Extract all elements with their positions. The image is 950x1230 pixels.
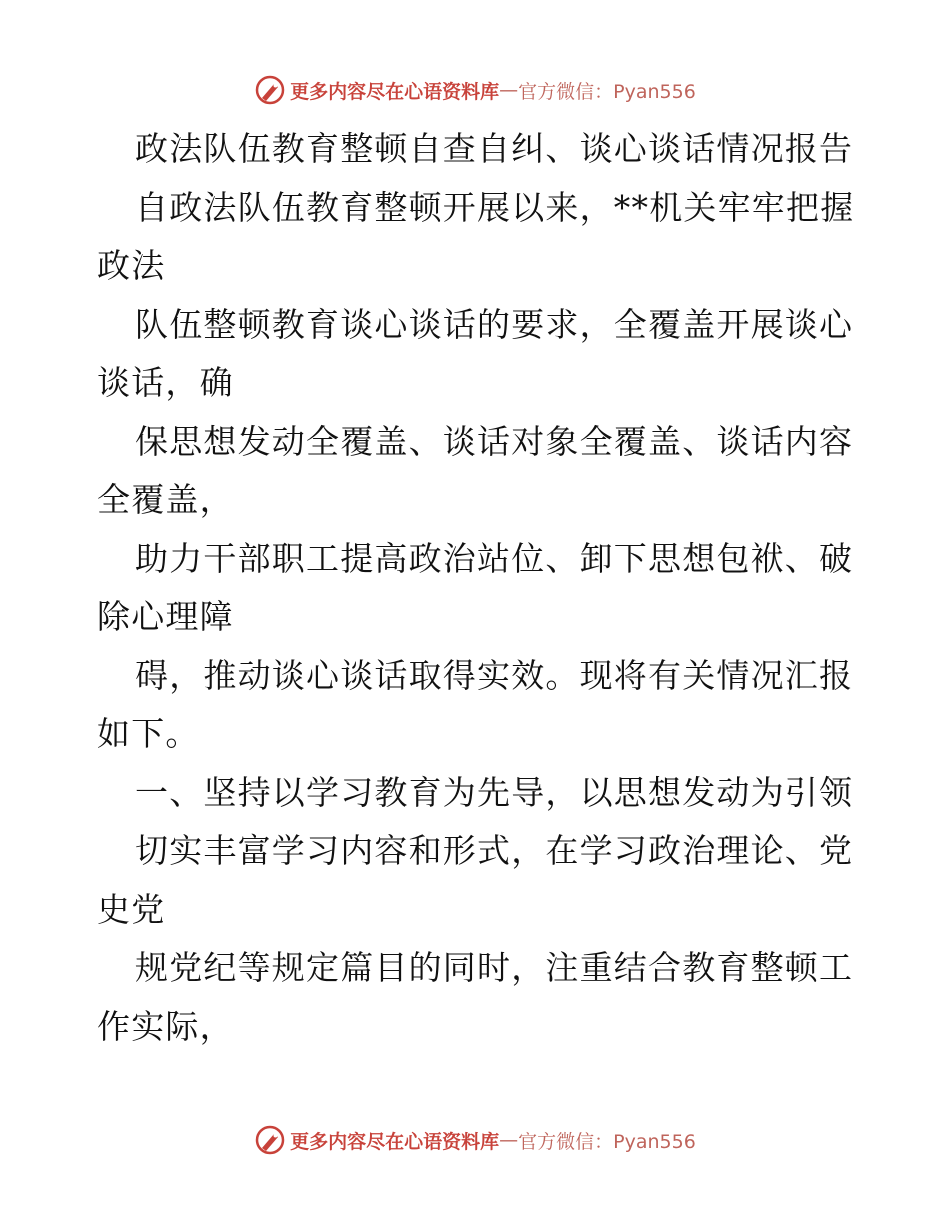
watermark-title: 更多内容尽在心语资料库 <box>290 80 500 103</box>
pen-logo-icon <box>254 74 286 106</box>
watermark-title: 更多内容尽在心语资料库 <box>290 1130 500 1153</box>
watermark-wechat: 官方微信：Pyan556 <box>518 80 696 103</box>
watermark-wechat: 官方微信：Pyan556 <box>518 1130 696 1153</box>
text-line: 作实际， <box>97 1006 234 1046</box>
text-line: 碍，推动谈心谈话取得实效。现将有关情况汇报 <box>135 655 854 695</box>
text-line: 助力干部职工提高政治站位、卸下思想包袱、破 <box>135 538 854 578</box>
watermark-dash: — <box>499 1129 519 1151</box>
text-line: 史党 <box>97 889 166 929</box>
text-line: 保思想发动全覆盖、谈话对象全覆盖、谈话内容 <box>135 421 854 461</box>
header-watermark <box>0 70 950 110</box>
text-line: 全覆盖， <box>97 480 234 519</box>
document-title: 政法队伍教育整顿自查自纠、谈心谈话情况报告 <box>135 129 854 168</box>
text-line: 如下。 <box>97 714 200 753</box>
text-line: 除心理障 <box>97 597 234 636</box>
text-line: 自政法队伍教育整顿开展以来，**机关牢牢把握 <box>135 187 855 227</box>
footer-watermark <box>0 1120 950 1160</box>
pen-logo-icon <box>254 1124 286 1156</box>
text-line: 切实丰富学习内容和形式，在学习政治理论、党 <box>135 831 854 870</box>
section-heading: 一、坚持以学习教育为先导，以思想发动为引领 <box>135 772 854 812</box>
text-line: 规党纪等规定篇目的同时，注重结合教育整顿工 <box>135 948 854 987</box>
text-line: 政法 <box>97 246 166 285</box>
text-line: 队伍整顿教育谈心谈话的要求，全覆盖开展谈心 <box>135 304 854 344</box>
document-body <box>97 120 857 1056</box>
text-line: 谈话，确 <box>97 363 234 402</box>
watermark-dash: — <box>499 79 519 101</box>
